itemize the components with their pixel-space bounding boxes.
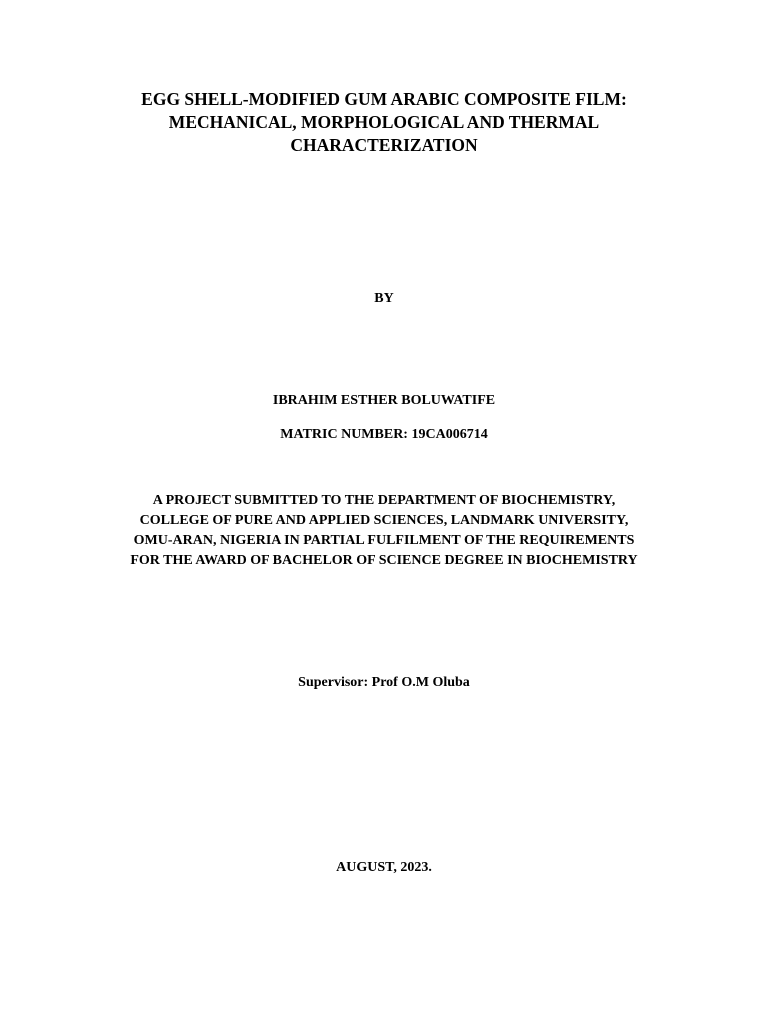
title-line: EGG SHELL-MODIFIED GUM ARABIC COMPOSITE FILM: [141,89,627,109]
submission-line: A PROJECT SUBMITTED TO THE DEPARTMENT OF BIOCHEMISTRY, [152,493,616,508]
by-label: BY [374,291,394,306]
author-name: IBRAHIM ESTHER BOLUWATIFE [272,393,496,408]
title-line: CHARACTERIZATION [290,135,478,155]
document-title [0,88,768,157]
title-line: MECHANICAL, MORPHOLOGICAL AND THERMAL [168,112,600,132]
supervisor-line: Supervisor: Prof O.M Oluba [298,675,470,690]
submission-line: FOR THE AWARD OF BACHELOR OF SCIENCE DEGREE IN BIOCHEMISTRY [130,553,638,568]
matric-number: MATRIC NUMBER: 19CA006714 [280,427,488,442]
submission-line: OMU-ARAN, NIGERIA IN PARTIAL FULFILMENT OF THE REQUIREMENTS [133,533,635,548]
submission-date: AUGUST, 2023. [336,860,432,875]
submission-statement [0,491,768,571]
submission-line: COLLEGE OF PURE AND APPLIED SCIENCES, LANDMARK UNIVERSITY, [139,513,629,528]
